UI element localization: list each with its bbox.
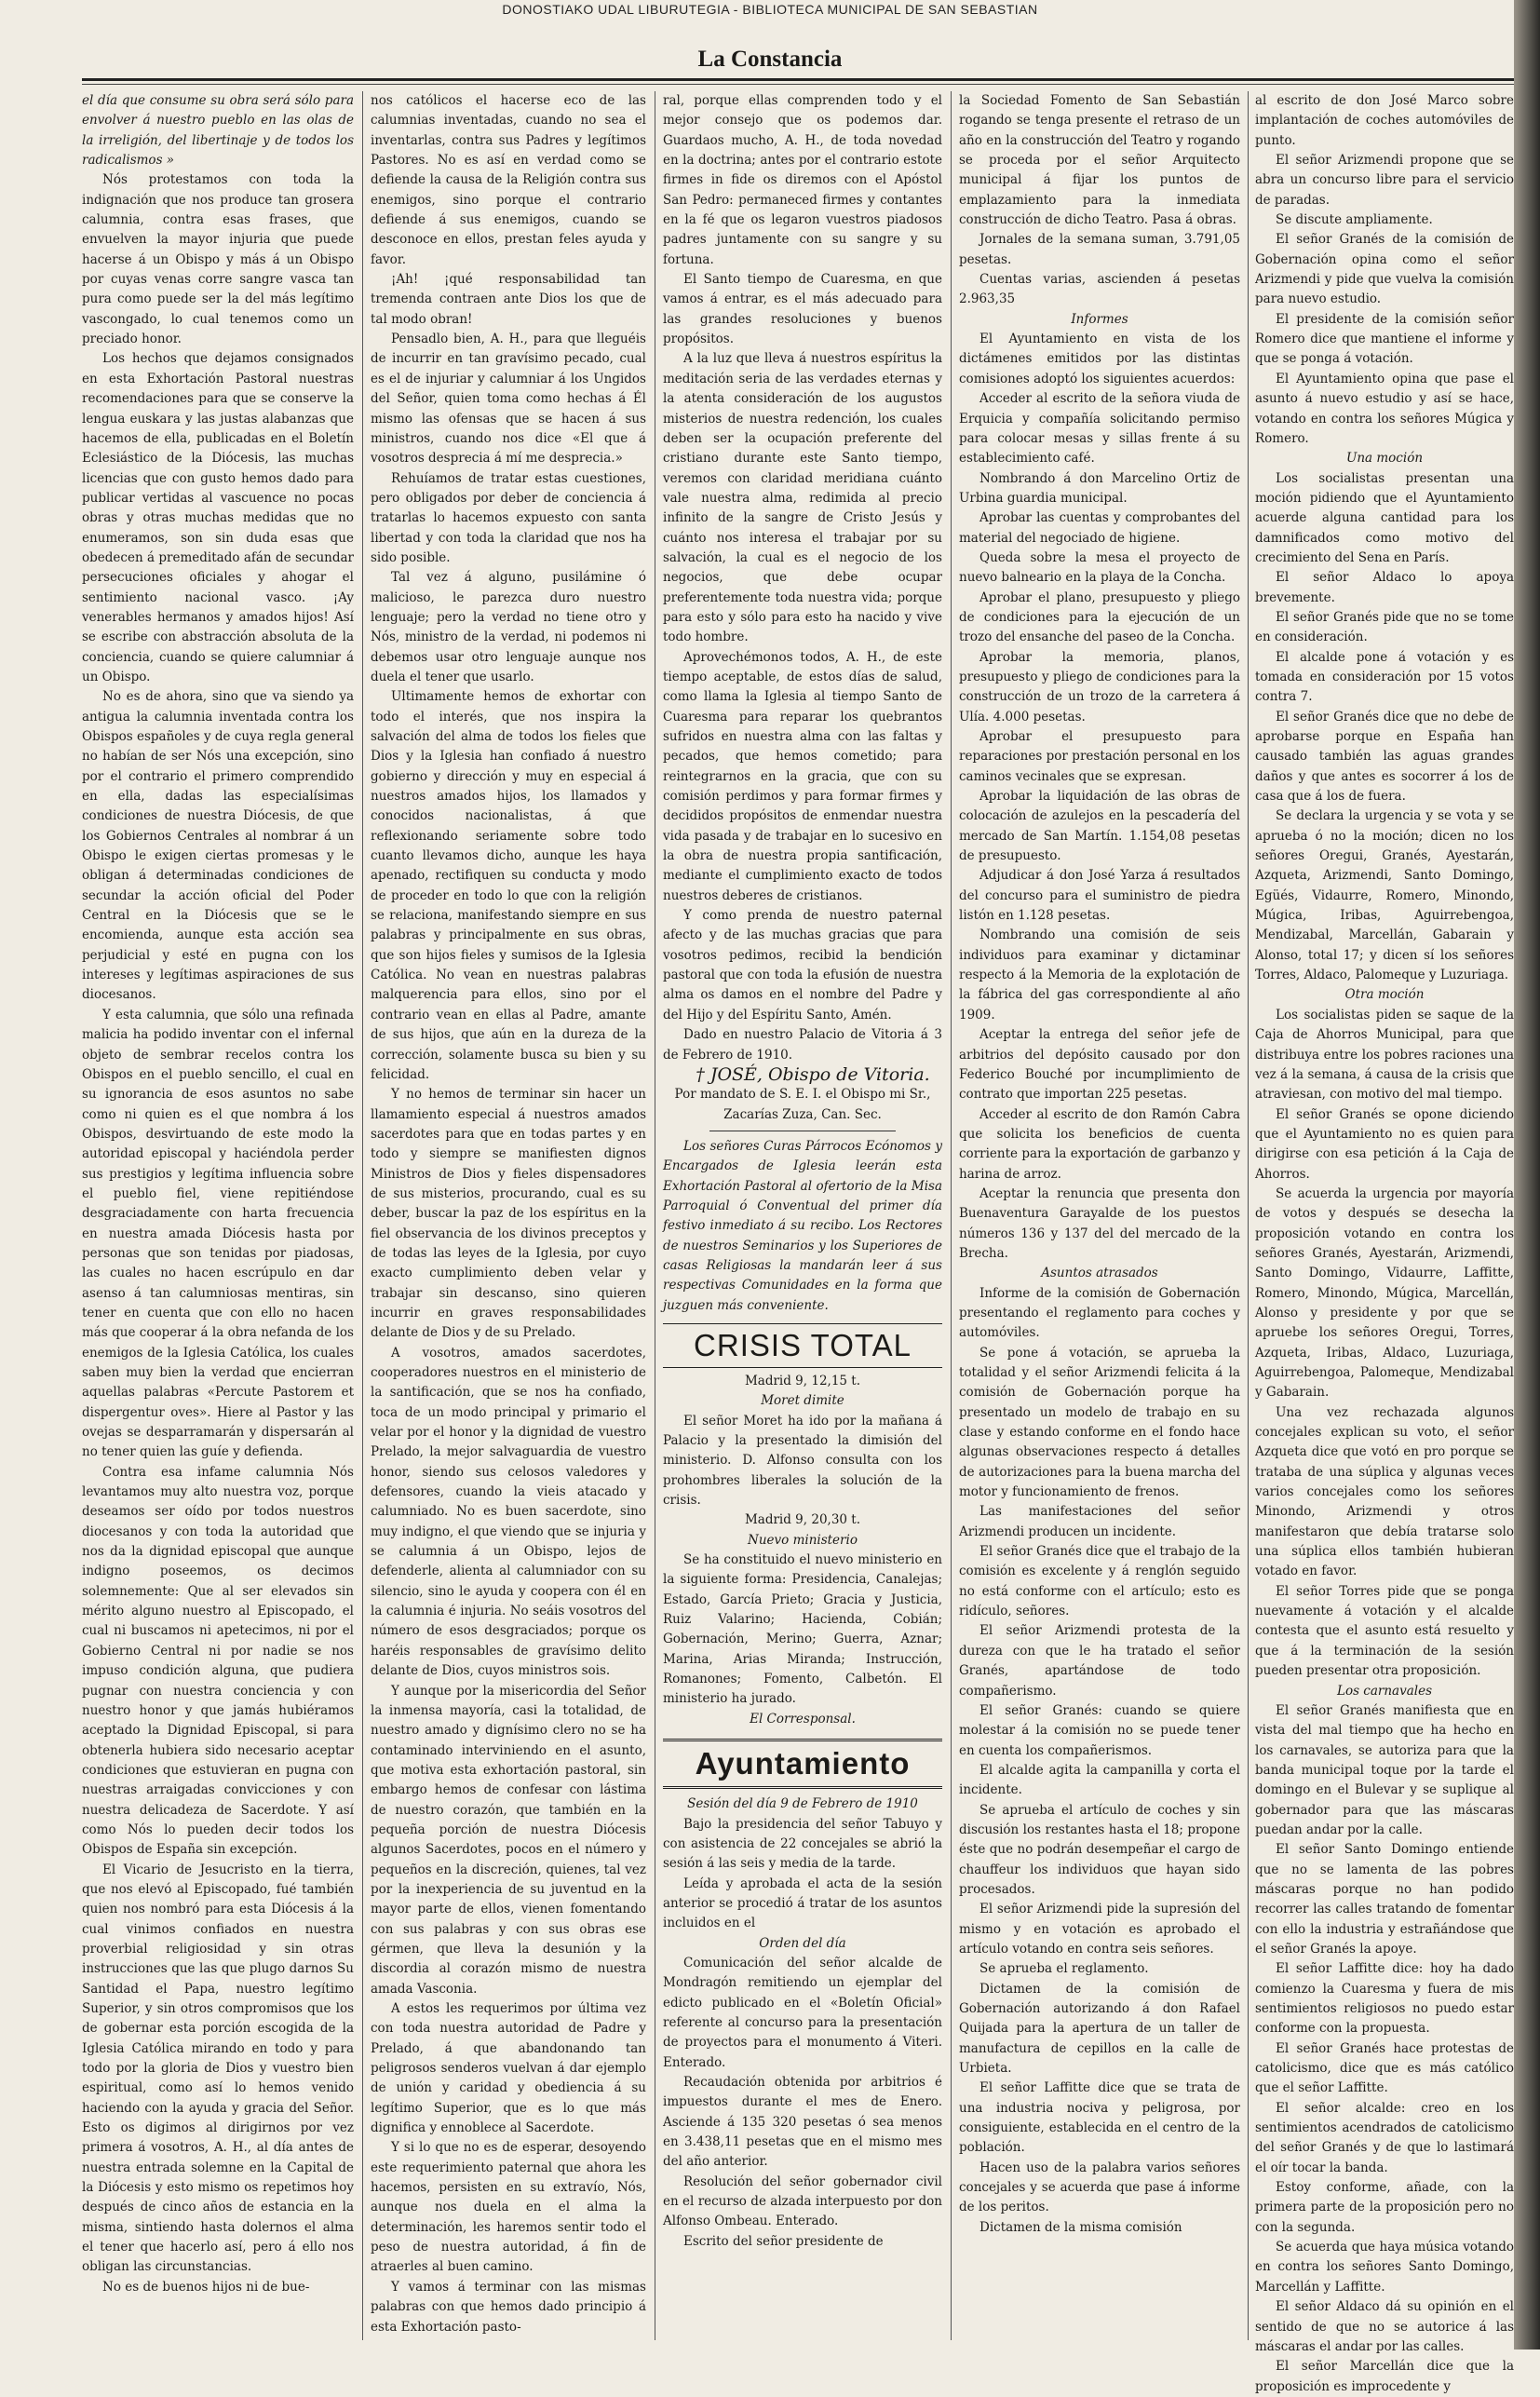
section-heading-ayuntamiento: Ayuntamiento xyxy=(663,1739,942,1789)
paragraph: Y si lo que no es de esperar, desoyendo este requerimiento paternal que ahora les hacemos, persisten en su extravío, Nós, aunque nos duela en el alma la determinación, les haremos sentir todo el peso de nuestra autoridad, á fin de atraerles al buen camino. xyxy=(371,2140,646,2275)
paragraph: Cuentas varias, ascienden á pesetas 2.963,35 xyxy=(959,272,1240,307)
paragraph: Bajo la presidencia del señor Tabuyo y con asistencia de 22 concejales se abrió la sesión á las seis y media de la tarde. xyxy=(663,1816,942,1872)
paragraph: El alcalde agita la campanilla y corta el incidente. xyxy=(959,1762,1240,1798)
paragraph: Nós protestamos con toda la indignación que nos produce tan grosera calumnia, contra esas frases, que envuelven la mayor injuria que puede hacerse á un Obispo y más á un Obispo por cuyas venas corre sangre vasca tan pura como puede ser la del más legítimo vascongado, lo cual tenemos como un preciado honor. xyxy=(82,172,354,347)
paragraph: nos católicos el hacerse eco de las calumnias inventadas, cuando no sea el inventarlas, contra sus Padres y legítimos Pastores. No es así en verdad como se defiende la causa de la Religión contra sus enemigos, sino porque el contrario defiende á sus enemigos, cuando se desconoce en ellos, prestan feles ayuda y favor. xyxy=(371,93,646,267)
paragraph: El Ayuntamiento opina que pase el asunto á nuevo estudio y así se hace, votando en contra los señores Múgica y Romero. xyxy=(1255,371,1514,446)
paragraph: Estoy conforme, añade, con la primera parte de la proposición pero no con la segunda. xyxy=(1255,2180,1514,2235)
paragraph: El Vicario de Jesucristo en la tierra, que nos elevó al Episcopado, fué también quien nos nombró para esta Diócesis á la cual vinimos confiados en nuestra proverbial religiosidad y sin otras instrucciones que las que plugo darnos Su Santidad el Papa, nuestro legítimo Superior, y sin otros compromisos que los de gobernar esta porción escogida de la Iglesia Católica mirando en todo y para todo por la gloria de Dios y vuestro bien espiritual, como así lo hemos venido haciendo con la ayuda y gracia del Señor. Esto os digimos al dirigirnos por vez primera á vosotros, A. H., al día antes de nuestra entrada solemne en la Capital de la Diócesis y esto mismo os repetimos hoy después de cinco años de estancia en la misma, sintiendo hasta dolernos el alma el tener que hacerlo así, pero á ello nos obligan las circunstancias. xyxy=(82,1862,354,2275)
paragraph: El señor Granés de la comisión de Gobernación opina como el señor Arizmendi y pide que vuelva la comisión para nuevo estudio. xyxy=(1255,232,1514,307)
paragraph: Y esta calumnia, que sólo una refinada malicia ha podido inventar con el infernal objeto de sembrar recelos contra los Obispos en el pueblo sencillo, el cual en su ignorancia de esos asuntos no sabe como ni quien es el que nombra á los Obispos, desvirtuando de este modo la autoridad episcopal y haciéndola perder sus prestigios y legítima influencia sobre el pueblo fiel, viene repitiéndose desgraciadamente con harta frecuencia en nuestra amada Diócesis hasta por personas que son tenidas por piadosas, las cuales no hacen escrúpulo en dar asenso á tan calumniosas mentiras, sin tener en cuenta que con ello no hacen más que cooperar á la obra nefanda de los enemigos de la Iglesia Católica, los cuales saben muy bien la verdad que encierran aquellas palabras «Percute Pastorem et dispergentur oves». Hiere al Pastor y las ovejas se desparramarán y dispersarán al no tener quien las guíe y defienda. xyxy=(82,1007,354,1460)
paragraph: A vosotros, amados sacerdotes, cooperadores nuestros en el ministerio de la santificación, que se nos ha confiado, toca de un modo principal y primario el velar por el honor y la dignidad de vuestro Prelado, la mejor salvaguardia de vuestro honor, siendo sus celosos valedores y defensores, cuando la vieis atacado y calumniado. No es buen sacerdote, sino muy indigno, el que viendo que se injuria y se calumnia á un Obispo, lejos de defenderle, alienta al calumniador con su silencio, sino le ayuda y coopera con él en la calumnia é injuria. No seáis vosotros del número de esos desgraciados; porque os haréis responsables de gravísimo delito delante de Dios, cuyos ministros sois. xyxy=(371,1345,646,1679)
paragraph: Comunicación del señor alcalde de Mondragón remitiendo un ejemplar del edicto publicado en el «Boletín Oficial» referente al concurso para la presentación de proyectos para el monumento á Viteri. Enterado. xyxy=(663,1955,942,2070)
paragraph: Dictamen de la misma comisión xyxy=(979,2219,1182,2235)
correspondent-signature: El Corresponsal. xyxy=(750,1711,856,1727)
paragraph: Y aunque por la misericordia del Señor la inmensa mayoría, casi la totalidad, de nuestro amado y dignísimo clero no se ha contaminado interviniendo en el asunto, que motiva esta exhortación pastoral, sin embargo hemos de confesar con lástima de nuestro corazón, que también en la pequeña porción de nuestra Diócesis algunos Sacerdotes, pocos en el número y pequeños en la discreción, quienes, tal vez por la inexperiencia de su juventud en la mayor parte de ellos, vienen fomentando con sus palabras y con sus obras ese gérmen, que lleva la desunión y la discordia al corazón mismo de nuestra amada Vasconia. xyxy=(371,1683,646,1997)
paragraph: El Ayuntamiento en vista de los dictámenes emitidos por las distintas comisiones adoptó los siguientes acuerdos: xyxy=(959,332,1240,386)
paragraph: Se pone á votación, se aprueba la totalidad y el señor Arizmendi felicita á la comisión de Gobernación porque ha presentado un modelo de trabajo en su clase y estando conforme en el fondo hace algunas observaciones respecto á detalles de autorizaciones para la buena marcha del motor y funcionamiento de frenos. xyxy=(959,1345,1240,1500)
paragraph: Aprobar la liquidación de las obras de colocación de azulejos en la pescadería del mercado de San Martín. 1.154,08 pesetas de presupuesto. xyxy=(959,789,1240,864)
paragraph: El señor Granés manifiesta que en vista del mal tiempo que ha hecho en los carnavales, se autoriza para que la banda municipal toque por la tarde el domingo en el Bulevar y se suplique al gobernador para que las máscaras puedan andar por la calle. xyxy=(1255,1702,1514,1837)
paragraph: Se discute ampliamente. xyxy=(1276,212,1433,228)
paragraph: Acceder al escrito de la señora viuda de Erquicia y compañía solicitando permiso para colocar mesas y sillas frente á su establecimiento café. xyxy=(959,391,1240,467)
paragraph: No es de buenos hijos ni de bue- xyxy=(102,2279,310,2295)
paragraph: El alcalde pone á votación y es tomada en consideración por 15 votos contra 7. xyxy=(1255,649,1514,705)
header-rule xyxy=(82,78,1516,81)
paragraph: El señor Laffitte dice: hoy ha dado comienzo la Cuaresma y fuera de mis sentimientos religiosos no puedo estar conforme con la propuesta. xyxy=(1255,1961,1514,2037)
subheading: Los carnavales xyxy=(1336,1683,1433,1699)
paragraph: Aprobar la memoria, planos, presupuesto y pliego de condiciones para la construcción de un trozo de la carretera á Ulía. 4.000 pesetas. xyxy=(959,649,1240,725)
paragraph: Se acuerda que haya música votando en contra los señores Santo Domingo, Marcellán y Laffitte. xyxy=(1255,2240,1514,2295)
paragraph: al escrito de don José Marco sobre implantación de coches automóviles de punto. xyxy=(1255,93,1514,148)
column-divider xyxy=(951,91,952,2340)
column-4 xyxy=(959,91,1240,2345)
paragraph: Dictamen de la comisión de Gobernación autorizando á don Rafael Quijada para la apertura de un taller de manufactura de cepillos en la calle de Urbieta. xyxy=(959,1981,1240,2077)
paragraph: Aprobar las cuentas y comprobantes del material del negociado de higiene. xyxy=(959,510,1240,546)
paragraph: A estos les requerimos por última vez con toda nuestra autoridad de Padre y Prelado, á que abandonando tan peligrosos senderos vuelvan á dar ejemplo de unión y caridad y obediencia á su legítimo Superior, que es lo que más dignifica y ennoblece al Sacerdote. xyxy=(371,2001,646,2136)
column-5 xyxy=(1255,91,1514,2394)
paragraph: Jornales de la semana suman, 3.791,05 pesetas. xyxy=(959,232,1240,267)
column-divider xyxy=(362,91,363,2340)
paragraph: El señor Aldaco dá su opinión en el sentido de que no se autorice á las máscaras el andar por las calles. xyxy=(1255,2299,1514,2354)
paragraph: El señor Arizmendi protesta de la dureza con que le ha tratado el señor Granés, apartándose de todo compañerismo. xyxy=(959,1623,1240,1699)
paragraph: Se declara la urgencia y se vota y se aprueba ó no la moción; dicen no los señores Oregui, Granés, Ayestarán, Azqueta, Arizmendi, Santo Domingo, Egüés, Vidaurre, Romero, Minondo, Múgica, Iribas, Aguirrebengoa, Mendizabal, Marcellán, Gabarain y Alonso, total 17; y dicen sí los señores Torres, Aldaco, Palomeque y Luzuriaga. xyxy=(1255,808,1514,983)
column-3 xyxy=(663,91,942,2345)
paragraph: Y vamos á terminar con las mismas palabras con que hemos dado principio á esta Exhortación pasto- xyxy=(371,2279,646,2335)
paragraph: Nombrando una comisión de seis individuos para examinar y dictaminar respecto á la Memoria de la explotación de la fábrica del gas correspondiente al año 1909. xyxy=(959,928,1240,1022)
paragraph: El señor Granés hace protestas de catolicismo, dice que es más católico que el señor Laffitte. xyxy=(1255,2040,1514,2096)
newspaper-masthead: La Constancia xyxy=(697,47,843,72)
paragraph: El señor Granés se opone diciendo que el Ayuntamiento no es quien para dirigirse con esa petición á la Caja de Ahorros. xyxy=(1255,1106,1514,1182)
paragraph: el día que consume su obra será sólo para envolver á nuestro pueblo en las olas de la irreligión, del libertinaje y de todos los radicalismos » xyxy=(82,93,354,169)
column-2 xyxy=(371,91,646,2345)
paragraph: Queda sobre la mesa el proyecto de nuevo balneario en la playa de la Concha. xyxy=(959,549,1240,586)
paragraph: El señor Laffitte dice que se trata de una industria nociva y peligrosa, por consiguiente, establecida en el centro de la población. xyxy=(959,2080,1240,2156)
column-divider xyxy=(1248,91,1249,2340)
paragraph: Los hechos que dejamos consignados en esta Exhortación Pastoral nuestras recomendaciones para que se conserve la lengua euskara y las justas alabanzas que hacemos de ella, publicadas en el Boletín Eclesiástico de la Diócesis, las muchas licencias que con gusto hemos dado para publicar vertidas al vascuence no pocas obras y otras muchas medidas que no enumeramos, son sin duda esas que obedecen á premeditado afán de secundar persecuciones oficiales y ahogar el sentimiento nacional vasco. ¡Ay venerables hermanos y amados hijos! Así se escribe con abstracción absoluta de la conciencia, cuando se quiere calumniar á un Obispo. xyxy=(82,351,354,684)
paragraph: Y no hemos de terminar sin hacer un llamamiento especial á nuestros amados sacerdotes para que en todas partes y en todo y siempre se manifiesten dignos Ministros de Dios y fieles dispensadores de sus misterios, procurando, cual es su deber, buscar la paz de los espíritus en la fiel observancia de los divinos preceptos y de todas las leyes de la Iglesia, por cuyo exacto cumplimiento deben velar y trabajar sin descanso, sino quieren incurrir en graves responsabilidades delante de Dios y de su Prelado. xyxy=(371,1087,646,1341)
paragraph: Una vez rechazada algunos concejales explican su voto, el señor Azqueta dice que votó en pro porque se trataba de una súplica y algunas veces varios concejales como los señores Minondo, Arizmendi y otros manifestaron que debía tratarse solo una súplica ellos también hubieran votado en favor. xyxy=(1255,1404,1514,1579)
paragraph: El Santo tiempo de Cuaresma, en que vamos á entrar, es el más adecuado para las grandes resoluciones y buenos propósitos. xyxy=(663,272,942,347)
header-rule-thin xyxy=(82,84,1516,85)
paragraph: Resolución del señor gobernador civil en el recurso de alzada interpuesto por don Alfonso Ombeau. Enterado. xyxy=(663,2174,942,2229)
paragraph: Los socialistas piden se saque de la Caja de Ahorros Municipal, para que distribuya entre los pobres raciones una vez á la semana, á causa de la crisis que atraviesan, con motivo del mal tiempo. xyxy=(1255,1007,1514,1103)
paragraph: El señor Granés dice que el trabajo de la comisión es excelente y á renglón seguido no está conforme con el artículo; esto es ridículo, señores. xyxy=(959,1544,1240,1619)
paragraph: El señor alcalde: creo en los sentimientos acendrados de catolicismo del señor Granés y de que lo lastimará el oír tocar la banda. xyxy=(1255,2100,1514,2175)
paragraph: Aceptar la renuncia que presenta don Buenaventura Garayalde de los puestos números 136 y 137 del del mercado de la Brecha. xyxy=(959,1185,1240,1261)
paragraph: El señor Moret ha ido por la mañana á Palacio y la presentado la dimisión del ministerio. D. Alfonso consulta con los prohombres liberales la solución de la crisis. xyxy=(663,1413,942,1509)
library-banner: DONOSTIAKO UDAL LIBURUTEGIA - BIBLIOTECA MUNICIPAL DE SAN SEBASTIAN xyxy=(502,2,1038,17)
bishop-signature: † JOSÉ, Obispo de Vitoria. xyxy=(696,1063,930,1085)
paragraph: Se ha constituido el nuevo ministerio en la siguiente forma: Presidencia, Canalejas; Estado, García Prieto; Gracia y Justicia, Ruiz Valarino; Hacienda, Cobián; Gobernación, Merino; Guerra, Aznar; Marina, Arias Miranda; Instrucción, Romanones; Fomento, Calbetón. El ministerio ha jurado. xyxy=(663,1552,942,1707)
paragraph: Dado en nuestro Palacio de Vitoria á 3 de Febrero de 1910. xyxy=(663,1027,942,1063)
secretary-line: Por mandato de S. E. I. el Obispo mi Sr., Zacarías Zuza, Can. Sec. xyxy=(674,1087,931,1122)
paragraph: Las manifestaciones del señor Arizmendi producen un incidente. xyxy=(959,1504,1240,1539)
paragraph: El señor Santo Domingo entiende que no se lamenta de las pobres máscaras porque no han podido recorrer las calles tratando de fomentar con ello la industria y estrañándose que el señor Granés la apoye. xyxy=(1255,1842,1514,1957)
paragraph: Escrito del señor presidente de xyxy=(683,2233,884,2249)
paragraph: Los señores Curas Párrocos Ecónomos y Encargados de Iglesia leerán esta Exhortación Pastoral al ofertorio de la Misa Parroquial ó Conventual del primer día festivo inmediato á su recibo. Los Rectores de nuestros Seminarios y los Superiores de casas Religiosas la mandarán leer á sus respectivas Comunidades en la forma que juzguen más conveniente. xyxy=(663,1138,942,1313)
page-binding-edge xyxy=(1514,0,1540,2350)
paragraph: Se aprueba el artículo de coches y sin discusión los restantes hasta el 18; propone éste que no podrán desempeñar el cargo de chauffeur los individuos que hayan sido procesados. xyxy=(959,1802,1240,1897)
paragraph: El señor Granés pide que no se tome en consideración. xyxy=(1255,609,1514,645)
paragraph: Nombrando á don Marcelino Ortiz de Urbina guardia municipal. xyxy=(959,470,1240,506)
section-heading-crisis: CRISIS TOTAL xyxy=(663,1323,942,1368)
paragraph: ¡Ah! ¡qué responsabilidad tan tremenda contraen ante Dios los que de tal modo obran! xyxy=(371,272,646,327)
paragraph: El presidente de la comisión señor Romero dice que mantiene el informe y que se ponga á votación. xyxy=(1255,311,1514,367)
subheading: Moret dimite xyxy=(761,1393,844,1409)
paragraph: Aceptar la entrega del señor jefe de arbitrios del depósito causado por don Federico Bouché por incumplimiento de contrato que importan 225 pesetas. xyxy=(959,1027,1240,1103)
paragraph: Acceder al escrito de don Ramón Cabra que solicita los beneficios de cuenta corriente para la exportación de garbanzo y harina de arroz. xyxy=(959,1106,1240,1182)
column-1 xyxy=(82,91,354,2345)
paragraph: Aprobar el plano, presupuesto y pliego de condiciones para la ejecución de un trozo del ensanche del paseo de la Concha. xyxy=(959,589,1240,645)
paragraph: El señor Arizmendi propone que se abra un concurso libre para el servicio de paradas. xyxy=(1255,153,1514,208)
paragraph: ral, porque ellas comprenden todo y el mejor consejo que os podemos dar. Guardaos mucho, A. H., de toda novedad en la doctrina; antes por el contrario estote firmes in fide os diremos con el Apóstol San Pedro: permaneced firmes y contantes en la fé que os legaron vuestros piadosos padres juntamente con su sangre y su fortuna. xyxy=(663,93,942,267)
dateline: Madrid 9, 12,15 t. xyxy=(744,1373,861,1388)
paragraph: El señor Granés dice que no debe de aprobarse porque en España han causado también las aguas grandes daños y que antes es socorrer á los de casa que á los de fuera. xyxy=(1255,709,1514,805)
paragraph: El señor Aldaco lo apoya brevemente. xyxy=(1255,570,1514,605)
subheading: Nuevo ministerio xyxy=(748,1532,858,1548)
subheading: Una moción xyxy=(1345,451,1424,467)
paragraph: El señor Arizmendi pide la supresión del mismo y en votación es aprobado el artículo votando en contra seis señores. xyxy=(959,1902,1240,1957)
paragraph: Pensadlo bien, A. H., para que lleguéis de incurrir en tan gravísimo pecado, cual es el de injuriar y calumniar á los Ungidos del Señor, quien toma como hechas á Él mismo las ofensas que se hacen á sus ministros, cuando nos dice «El que á vosotros desprecia á mí me desprecia.» xyxy=(371,332,646,467)
paragraph: Se acuerda la urgencia por mayoría de votos y después se desecha la proposición votando en contra los señores Granés, Ayestarán, Arizmendi, Santo Domingo, Vidaurre, Laffitte, Romero, Minondo, Múgica, Marcellán, Alonso y presidente y por que se apruebe los señores Oregui, Torres, Azqueta, Iribas, Aldaco, Luzuriaga, Aguirrebengoa, Palomeque, Mendizabal y Gabarain. xyxy=(1255,1185,1514,1401)
paragraph: Adjudicar á don José Yarza á resultados del concurso para el suministro de piedra listón en 1.128 pesetas. xyxy=(959,868,1240,924)
paragraph: la Sociedad Fomento de San Sebastián rogando se tenga presente el retraso de un año en la construcción del Teatro y rogando se proceda por el señor Arquitecto municipal á fijar los puntos de emplazamiento para la inmediata construcción de dicho Teatro. Pasa á obras. xyxy=(959,93,1240,228)
paragraph: No es de ahora, sino que va siendo ya antigua la calumnia inventada contra los Obispos españoles y de cuya regla general no habían de ser Nós una excepción, sino por el contrario el primero comprendido en ella, dadas las especialísimas condiciones de nuestra Diócesis, de que los Gobiernos Centrales al nombrar á un Obispo le exigen ciertas promesas y le obligan á determinadas condiciones de secundar la acción oficial del Poder Central en la Diócesis que se le encomienda, aunque esta acción sea perjudicial y esté en pugna con los intereses y legítimas aspiraciones de sus diocesanos. xyxy=(82,689,354,1003)
dateline: Madrid 9, 20,30 t. xyxy=(744,1512,861,1528)
paragraph: Hacen uso de la palabra varios señores concejales y se acuerda que pase á informe de los peritos. xyxy=(959,2160,1240,2215)
paragraph: Informe de la comisión de Gobernación presentando el reglamento para coches y automóviles. xyxy=(959,1285,1240,1341)
subheading: Informes xyxy=(1071,311,1128,327)
paragraph: El señor Granés: cuando se quiere molestar á la comisión no se puede tener en cuenta los compañerismos. xyxy=(959,1702,1240,1758)
subheading: Orden del día xyxy=(759,1935,846,1951)
paragraph: El señor Torres pide que se ponga nuevamente á votación y el alcalde contesta que el asunto está resuelto y que á la terminación de la sesión pueden presentar otra proposición. xyxy=(1255,1583,1514,1679)
paragraph: Aprovechémonos todos, A. H., de este tiempo aceptable, de estos días de salud, como llama la Iglesia al tiempo Santo de Cuaresma para reparar los quebrantos sufridos en nuestra alma con las faltas y pecados, que hemos cometido; para reintegrarnos en la gracia, que con su comisión perdimos y para formar firmes y decididos propósitos de enmendar nuestra vida pasada y de trabajar en lo sucesivo en la obra de nuestra propia santificación, mediante el cumplimiento exacto de todos nuestros deberes de cristianos. xyxy=(663,649,942,903)
paragraph: Tal vez á alguno, pusilámine ó malicioso, le parezca duro nuestro lenguaje; pero la verdad no tiene otro y Nós, ministro de la verdad, ni podemos ni debemos usar otro lenguaje aunque nos duela el tener que usarlo. xyxy=(371,570,646,684)
paragraph: A la luz que lleva á nuestros espíritus la meditación seria de las verdades eternas y la atenta consideración de los augustos misterios de nuestra redención, los cuales deben ser la ocupación preferente del cristiano durante este Santo tiempo, veremos con claridad meridiana cuánto vale nuestra alma, redimida al precio infinito de la sangre de Cristo Jesús y cuánto nos interesa el trabajar por su salvación, la cual es el negocio de los negocios, que debe ocupar preferentemente toda nuestra vida; porque para esto y sólo para esto ha nacido y vive todo hombre. xyxy=(663,351,942,645)
paragraph: Contra esa infame calumnia Nós levantamos muy alto nuestra voz, porque deseamos ser oído por todos nuestros diocesanos y con toda la autoridad que nos da la dignidad episcopal que aunque indigno poseemos, os decimos solemnemente: Que al ser elevados sin mérito alguno nuestro al Episcopado, el cual ni buscamos ni apetecimos, ni por el Gobierno Central ni por nadie se nos impuso condición alguna, que pudiera pugnar con nuestra conciencia y con nuestro honor y que jamás hubiéramos aceptado la Dignidad Episcopal, si para obtenerla hubiera sido necesario aceptar condiciones que estuvieran en pugna con nuestras arraigadas convicciones y con nuestra delicadeza de Sacerdote. Y así como Nós lo pueden decir todos los Obispos de España sin excepción. xyxy=(82,1464,354,1858)
paragraph: Rehuíamos de tratar estas cuestiones, pero obligados por deber de conciencia á tratarlas lo hacemos expuesto con santa libertad y con toda la claridad que nos ha sido posible. xyxy=(371,470,646,565)
paragraph: Leída y aprobada el acta de la sesión anterior se procedió á tratar de los asuntos incluidos en el xyxy=(663,1876,942,1931)
subheading: Otra moción xyxy=(1344,987,1425,1003)
paragraph: Aprobar el presupuesto para reparaciones por prestación personal en los caminos vecinales que se expresan. xyxy=(959,729,1240,784)
paragraph: Y como prenda de nuestro paternal afecto y de las muchas gracias que para vosotros pedimos, recibid la bendición pastoral que con toda la efusión de nuestra alma os damos en el nombre del Padre y del Hijo y del Espíritu Santo, Amén. xyxy=(663,908,942,1022)
paragraph: Se aprueba el reglamento. xyxy=(979,1961,1149,1977)
paragraph: Recaudación obtenida por arbitrios é impuestos durante el mes de Enero. Asciende á 135 320 pesetas ó sea menos en 3.438,11 pesetas que en el mismo mes del año anterior. xyxy=(663,2074,942,2170)
subheading: Asuntos atrasados xyxy=(1041,1266,1158,1281)
paragraph: Ultimamente hemos de exhortar con todo el interés, que nos inspira la salvación del alma de todos los fieles que Dios y la Iglesia han confiado á nuestro gobierno y dirección y muy en especial á nuestros amados hijos, los llamados y conocidos nacionalistas, á que reflexionando seriamente sobre todo cuanto llevamos dicho, aunque les haya apenado, rectifiquen su conducta y modo de proceder en todo lo que con la religión se relaciona, manifestando siempre en sus palabras y principalmente en sus obras, que son hijos fieles y sumisos de la Iglesia Católica. No vean en nuestras palabras malquerencia para ellos, sino por el contrario vean en ellas al Padre, amante de sus hijos, que aún en la dureza de la corrección, solamente busca su bien y su felicidad. xyxy=(371,689,646,1082)
paragraph: El señor Marcellán dice que la proposición es improcedente y xyxy=(1255,2359,1514,2394)
session-date: Sesión del día 9 de Febrero de 1910 xyxy=(687,1796,918,1812)
paragraph: Los socialistas presentan una moción pidiendo que el Ayuntamiento acuerde alguna cantidad para los damnificados como motivo del crecimiento del Sena en París. xyxy=(1255,470,1514,565)
